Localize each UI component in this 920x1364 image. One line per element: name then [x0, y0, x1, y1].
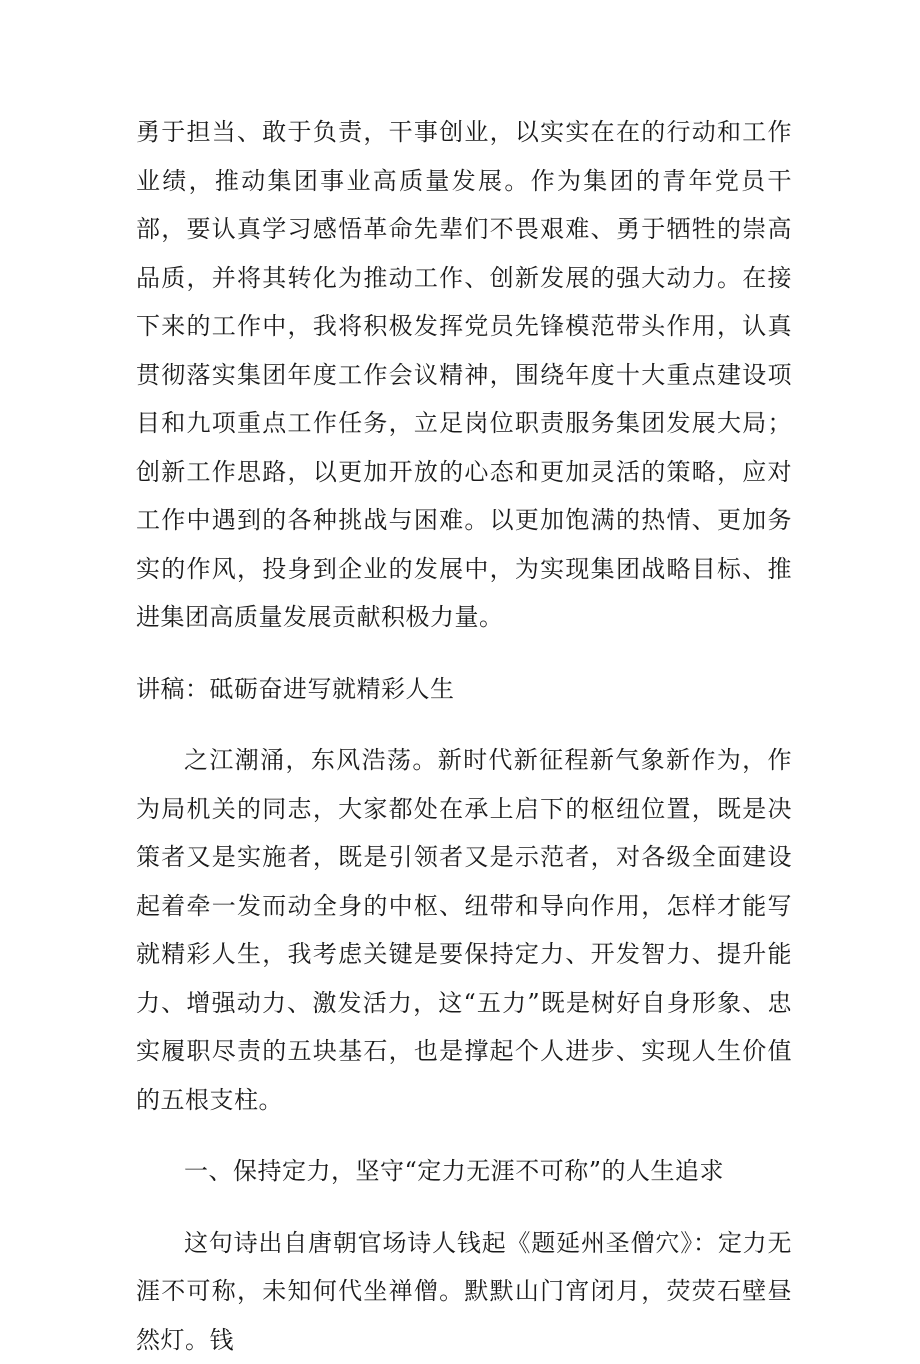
speech-title: 讲稿：砥砺奋进写就精彩人生 [136, 665, 792, 714]
document-body [136, 108, 792, 1364]
paragraph-introduction: 之江潮涌，东风浩荡。新时代新征程新气象新作为，作为局机关的同志，大家都处在承上启下的枢纽位置，既是决策者又是实施者，既是引领者又是示范者，对各级全面建设起着牵一发而动全身的中枢、纽带和导向作用，怎样才能写就精彩人生，我考虑关键是要保持定力、开发智力、提升能力、增强动力、激发活力，这“五力”既是树好自身形象、忠实履职尽责的五块基石，也是撑起个人进步、实现人生价值的五根支柱。 [136, 736, 792, 1124]
paragraph-poem-source: 这句诗出自唐朝官场诗人钱起《题延州圣僧穴》：定力无涯不可称，未知何代坐禅僧。默默山门宵闭月，荧荧石壁昼然灯。钱 [136, 1219, 792, 1364]
paragraph-commitment: 勇于担当、敢于负责，干事创业，以实实在在的行动和工作业绩，推动集团事业高质量发展。作为集团的青年党员干部，要认真学习感悟革命先辈们不畏艰难、勇于牺牲的崇高品质，并将其转化为推动工作、创新发展的强大动力。在接下来的工作中，我将积极发挥党员先锋模范带头作用，认真贯彻落实集团年度工作会议精神，围绕年度十大重点建设项目和九项重点工作任务，立足岗位职责服务集团发展大局；创新工作思路，以更加开放的心态和更加灵活的策略，应对工作中遇到的各种挑战与困难。以更加饱满的热情、更加务实的作风，投身到企业的发展中，为实现集团战略目标、推进集团高质量发展贡献积极力量。 [136, 108, 792, 642]
section-heading-1: 一、保持定力，坚守“定力无涯不可称”的人生追求 [136, 1147, 792, 1196]
paragraph-spacer [136, 713, 792, 736]
paragraph-spacer [136, 1124, 792, 1147]
paragraph-spacer [136, 642, 792, 665]
paragraph-spacer [136, 1196, 792, 1219]
